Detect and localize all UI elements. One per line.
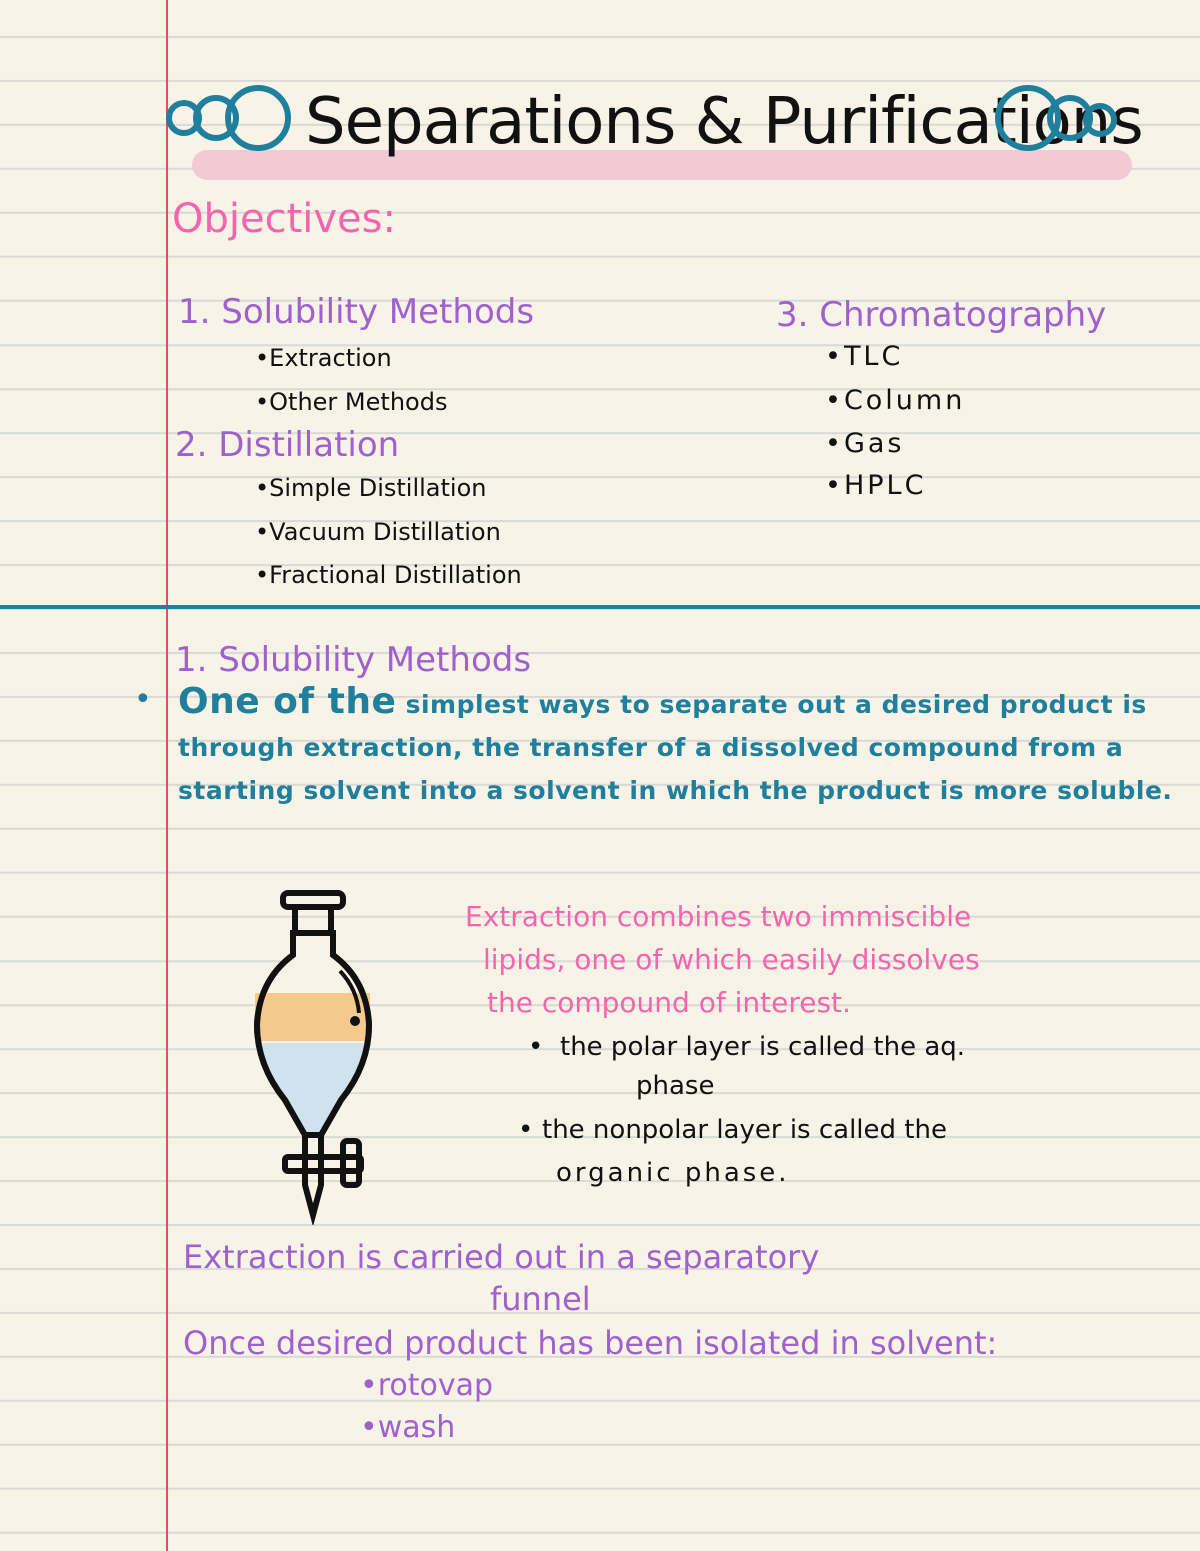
objective-item: • Vacuum Distillation bbox=[255, 518, 501, 546]
objective-item: • TLC bbox=[825, 341, 903, 372]
objective-item: • Fractional Distillation bbox=[255, 561, 522, 589]
separatory-funnel-icon bbox=[245, 885, 385, 1225]
polar-layer-note: the polar layer is called the aq. bbox=[560, 1032, 966, 1062]
extraction-note bbox=[465, 895, 1125, 1024]
objective-item: • Column bbox=[825, 385, 965, 416]
objective-item: • Other Methods bbox=[255, 388, 447, 416]
page-title: Separations & Purifications bbox=[305, 85, 1143, 159]
extraction-note-line: Extraction combines two immiscible bbox=[465, 900, 972, 933]
section-heading: 1. Solubility Methods bbox=[175, 640, 532, 680]
objective-item: • Gas bbox=[825, 428, 904, 459]
polar-bullet-icon: • bbox=[528, 1032, 544, 1062]
section-paragraph bbox=[178, 680, 1188, 812]
objectives-heading: Objectives: bbox=[172, 196, 396, 242]
nonpolar-bullet-icon: • bbox=[518, 1115, 534, 1145]
nonpolar-layer-note-cont: organic phase. bbox=[556, 1158, 790, 1188]
objective-item: • Simple Distillation bbox=[255, 474, 486, 502]
paragraph-lead: One of the bbox=[178, 681, 397, 722]
margin-line bbox=[166, 0, 168, 1551]
nonpolar-layer-note: the nonpolar layer is called the bbox=[542, 1115, 947, 1145]
objective-distillation-heading: 2. Distillation bbox=[175, 425, 400, 465]
objective-chromatography-heading: 3. Chromatography bbox=[776, 295, 1107, 335]
title-rings-right-icon bbox=[990, 84, 1120, 156]
polar-layer-note-cont: phase bbox=[636, 1071, 715, 1101]
section-divider bbox=[0, 605, 1200, 609]
extraction-note-line: the compound of interest. bbox=[487, 986, 851, 1019]
funnel-note-cont: funnel bbox=[490, 1280, 591, 1318]
bullet-icon: • bbox=[134, 682, 152, 717]
objective-solubility-heading: 1. Solubility Methods bbox=[178, 292, 535, 332]
objective-item: • Extraction bbox=[255, 344, 392, 372]
title-rings-left-icon bbox=[166, 84, 296, 156]
extraction-note-line: lipids, one of which easily dissolves bbox=[483, 943, 980, 976]
objective-item: • HPLC bbox=[825, 470, 926, 501]
isolated-item: • wash bbox=[360, 1410, 455, 1445]
isolated-item: • rotovap bbox=[360, 1368, 493, 1403]
funnel-note: Extraction is carried out in a separatory bbox=[183, 1238, 820, 1276]
isolated-note: Once desired product has been isolated in solvent: bbox=[183, 1324, 998, 1362]
paragraph-body: simplest ways to separate out a desired product is through extraction, the transfer of a dissolved compound from a starting solvent into a solvent in which the product is more soluble. bbox=[178, 690, 1173, 805]
